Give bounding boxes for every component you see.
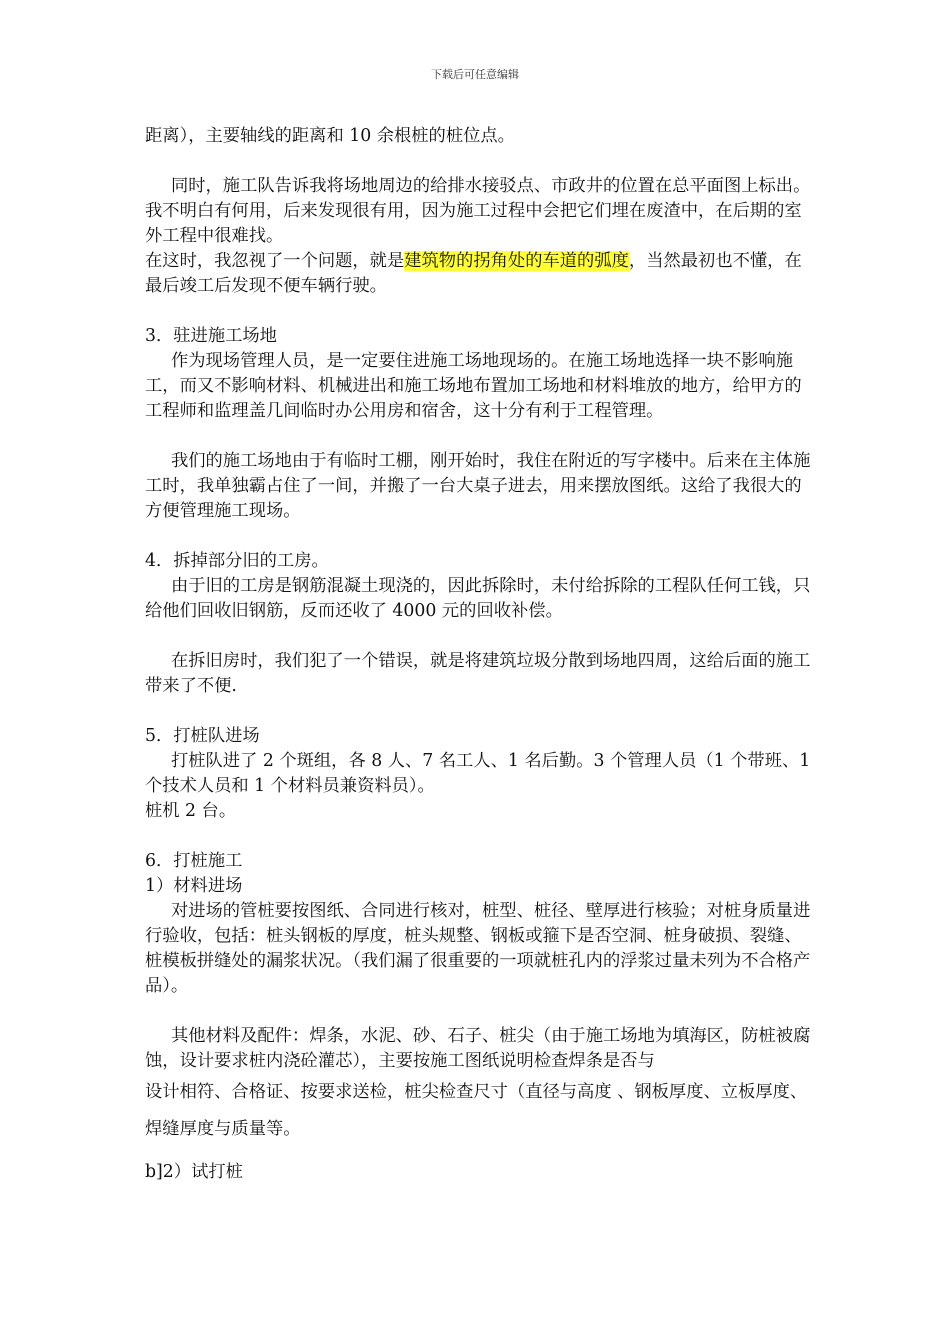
subsection-heading-1: 1）材料进场 [145,876,243,896]
paragraph: 在拆旧房时，我们犯了一个错误，就是将建筑垃圾分散到场地四周，这给后面的施工带来了不便. [145,651,811,696]
paragraph: 打桩队进了 2 个斑组，各 8 人、7 名工人、1 名后勤。3 个管理人员（1 个带班、1 个技术人员和 1 个材料员兼资料员）。 [145,751,811,796]
document-body [145,124,813,1185]
paragraph: 其他材料及配件：焊条，水泥、砂、石子、桩尖（由于施工场地为填海区，防桩被腐蚀，设计要求桩内浇砼灌芯），主要按施工图纸说明检查焊条是否与 [145,1026,811,1071]
section-heading-5: 5．打桩队进场 [145,726,260,746]
page-header: 下载后可任意编辑 [431,68,519,81]
paragraph: 对进场的管桩要按图纸、合同进行核对，桩型、桩径、壁厚进行核验；对桩身质量进行验收，包括：桩头钢板的厚度，桩头规整、钢板或箍下是否空洞、桩身破损、裂缝、桩模板拼缝处的漏浆状况。（我们漏了很重要的一项就桩孔内的浮浆过量未列为不合格产品）。 [145,901,811,996]
paragraph: 我们的施工场地由于有临时工棚，刚开始时，我住在附近的写字楼中。后来在主体施工时，我单独霸占住了一间，并搬了一台大桌子进去，用来摆放图纸。这给了我很大的方便管理施工现场。 [145,451,811,521]
paragraph: 作为现场管理人员，是一定要住进施工场地现场的。在施工场地选择一块不影响施工，而又不影响材料、机械进出和施工场地布置加工场地和材料堆放的地方，给甲方的工程师和监理盖几间临时办公用房和宿舍，这十分有利于工程管理。 [145,351,802,421]
section-heading-4: 4．拆掉部分旧的工房。 [145,551,329,571]
paragraph-text: ，当然最初也不懂，在最后竣工后发现不便车辆行驶。 [145,251,802,296]
section-heading-3: 3．驻进施工场地 [145,326,277,346]
paragraph: 设计相符、合格证、按要求送检，桩尖检查尺寸（直径与高度 、钢板厚度、立板厚度、焊缝厚度与质量等。 [145,1082,808,1139]
paragraph-highlighted [145,249,813,299]
paragraph-text: 在这时，我忽视了一个问题，就是 [145,251,405,271]
section-heading-6: 6．打桩施工 [145,851,243,871]
highlighted-text: 建筑物的拐角处的车道的弧度 [404,251,629,271]
paragraph: 桩机 2 台。 [145,801,237,821]
subsection-heading-2: b]2）试打桩 [145,1162,243,1182]
paragraph: 由于旧的工房是钢筋混凝土现浇的，因此拆除时，未付给拆除的工程队任何工钱，只给他们回收旧钢筋，反而还收了 4000 元的回收补偿。 [145,576,811,621]
paragraph: 距离），主要轴线的距离和 10 余根桩的桩位点。 [145,126,515,146]
paragraph: 同时，施工队告诉我将场地周边的给排水接驳点、市政井的位置在总平面图上标出。我不明白有何用，后来发现很有用，因为施工过程中会把它们埋在废渣中，在后期的室外工程中很难找。 [145,176,811,246]
